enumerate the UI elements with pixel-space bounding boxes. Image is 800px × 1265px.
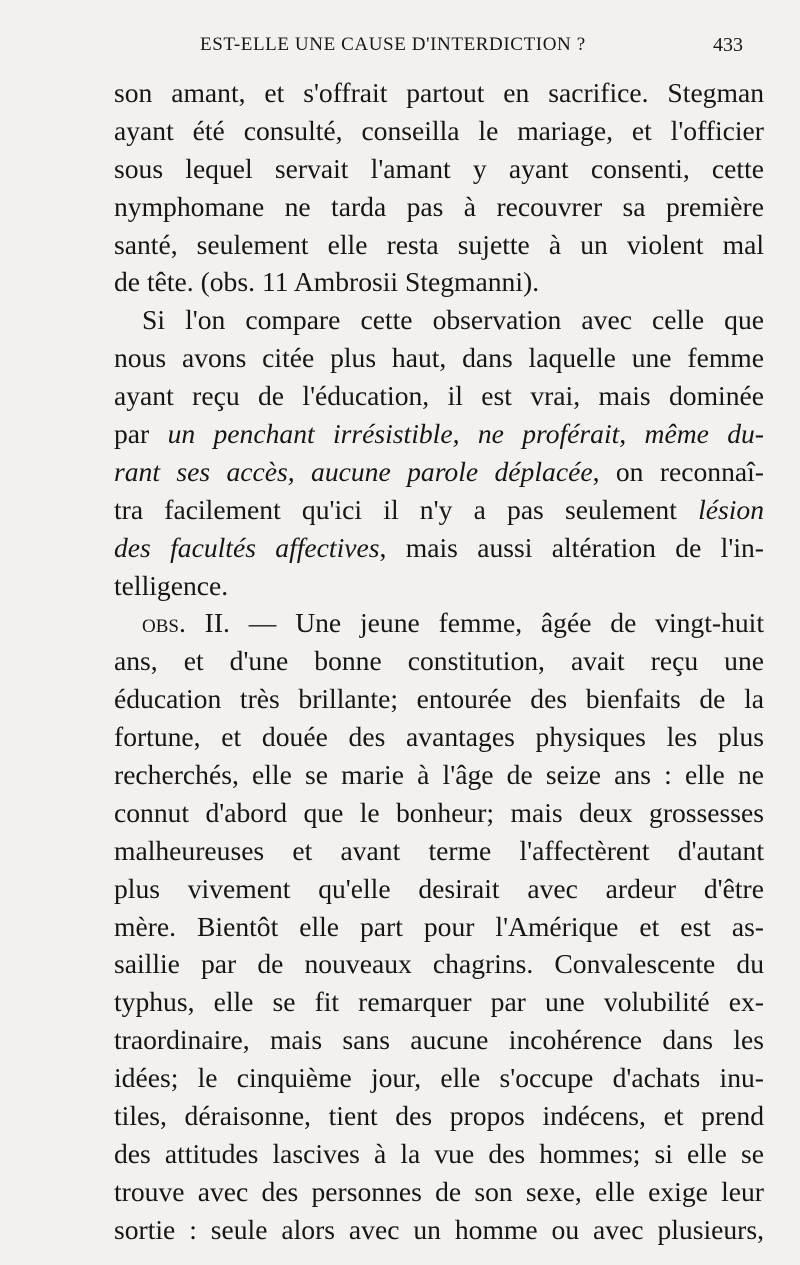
- text-line: [114, 529, 764, 567]
- text-line: Si l'on compare cette observation avec celle que: [142, 304, 764, 336]
- text-line: nymphomane ne tarda pas à recouvrer sa première: [114, 190, 764, 222]
- text-line: nous avons citée plus haut, dans laquelle une femme: [114, 342, 764, 374]
- italic-segment: un penchant irrésistible: [167, 418, 453, 450]
- running-title: EST-ELLE UNE CAUSE D'INTERDICTION ?: [200, 34, 586, 55]
- text-line: de tête. (obs. 11 Ambrosii Stegmanni).: [114, 266, 540, 298]
- text-line: plus vivement qu'elle desirait avec ardeur d'être: [114, 872, 764, 904]
- text-line: fortune, et douée des avantages physiques les plus: [114, 721, 764, 753]
- text-segment: — Une jeune femme, âgée de vingt-huit: [229, 607, 764, 639]
- text-line: [114, 415, 764, 453]
- text-line: sous lequel servait l'amant y ayant consenti, cette: [114, 152, 764, 184]
- text-line: santé, seulement elle resta sujette à un violent mal: [114, 228, 764, 260]
- body-text: [114, 74, 764, 1249]
- observation-label: obs. II.: [142, 607, 230, 639]
- italic-segment: rant ses accès, aucune parole déplacée: [114, 455, 593, 487]
- text-line: typhus, elle se fit remarquer par une volubilité ex-: [114, 986, 764, 1018]
- text-line: ans, et d'une bonne constitution, avait reçu une: [114, 645, 764, 677]
- text-line: connut d'abord que le bonheur; mais deux grossesses: [114, 796, 764, 828]
- text-line: [114, 453, 764, 491]
- page-header: [200, 34, 765, 64]
- text-segment: tra facilement qu'ici il n'y a pas seulement: [114, 493, 677, 525]
- page-number: 433: [713, 34, 743, 56]
- text-line: éducation très brillante; entourée des bienfaits de la: [114, 683, 764, 715]
- text-line: ayant reçu de l'éducation, il est vrai, mais dominée: [114, 380, 764, 412]
- text-line: des attitudes lascives à la vue des hommes; si elle se: [114, 1137, 764, 1169]
- text-line: saillie par de nouveaux chagrins. Convalescente du: [114, 948, 764, 980]
- text-line: ayant été consulté, conseilla le mariage, et l'officier: [114, 114, 764, 146]
- text-line: traordinaire, mais sans aucune incohérence dans les: [114, 1024, 764, 1056]
- text-line: idées; le cinquième jour, elle s'occupe d'achats inu-: [114, 1062, 764, 1094]
- text-line: trouve avec des personnes de son sexe, elle exige leur: [114, 1175, 764, 1207]
- text-line: [114, 491, 764, 529]
- text-line: mère. Bientôt elle part pour l'Amérique et est as-: [114, 910, 764, 942]
- text-segment: , on reconnaî-: [592, 455, 764, 487]
- text-line: son amant, et s'offrait partout en sacrifice. Stegman: [114, 77, 764, 108]
- text-segment: par: [114, 418, 150, 450]
- text-segment: , mais aussi altération de l'in-: [379, 531, 764, 563]
- text-line: malheureuses et avant terme l'affectèrent d'autant: [114, 834, 764, 866]
- text-line: sortie : seule alors avec un homme ou avec plusieurs,: [114, 1213, 764, 1245]
- text-line: [114, 604, 764, 642]
- italic-segment: , ne proférait, même du-: [452, 418, 764, 450]
- text-line: telligence.: [114, 569, 229, 601]
- text-line: tiles, déraisonne, tient des propos indécens, et prend: [114, 1100, 764, 1132]
- italic-segment: lésion: [698, 493, 764, 525]
- italic-segment: des facultés affectives: [114, 531, 380, 563]
- text-line: recherchés, elle se marie à l'âge de seize ans : elle ne: [114, 759, 764, 791]
